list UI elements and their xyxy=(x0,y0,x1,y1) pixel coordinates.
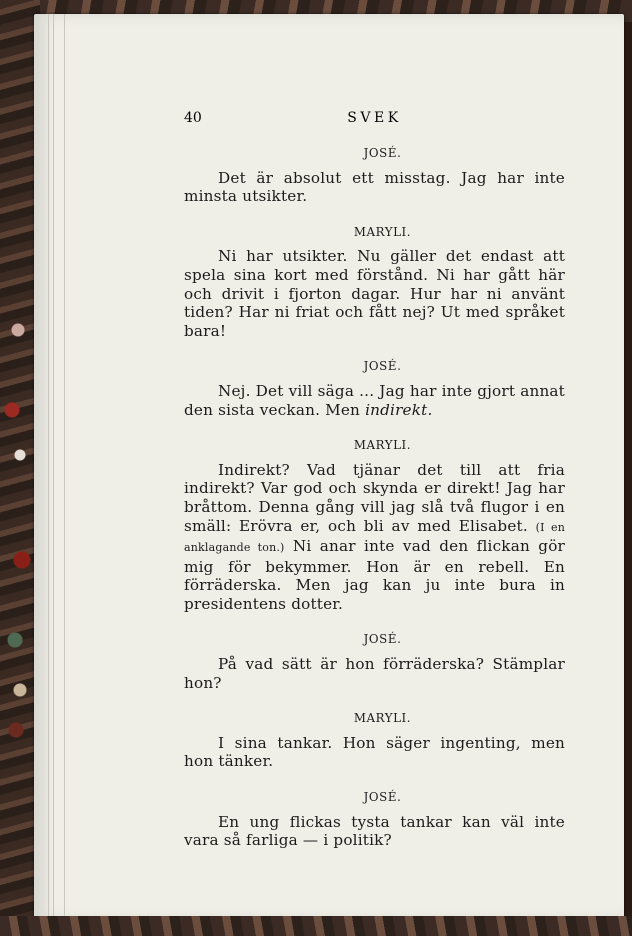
dialogue-text: Ni anar inte vad den flickan gör mig för bekymmer. Hon är en rebell. En förräderska. Men jag kan ju inte bura in presidentens dotter. xyxy=(184,537,565,613)
page-number: 40 xyxy=(184,110,202,126)
speaker-name: MARYLI. xyxy=(353,224,412,239)
running-title: SVEK xyxy=(347,110,402,126)
speaker-name: MARYLI. xyxy=(353,711,412,726)
gutter-line xyxy=(64,14,65,920)
dialogue-paragraph: På vad sätt är hon förräderska? Stämplar hon? xyxy=(184,655,565,692)
dialogue-paragraph: I sina tankar. Hon säger ingenting, men hon tänker. xyxy=(184,733,565,771)
book-cover-bottom-edge xyxy=(0,916,632,936)
gutter-line xyxy=(53,14,54,920)
speaker-name: MARYLI. xyxy=(353,438,412,453)
speaker-name: JOSÉ. xyxy=(363,359,402,374)
dialogue-paragraph: Ni har utsikter. Nu gäller det endast att spela sina kort med förstånd. Ni har gått här och drivit i fjorton dagar. Hur har ni använt tiden? Har ni friat och fått nej? Ut med språket bara! xyxy=(184,247,565,340)
dialogue-paragraph: En ung flickas tysta tankar kan väl inte vara så farliga — i politik? xyxy=(184,812,565,850)
stage-direction: (I en anklagande ton.) xyxy=(184,520,566,555)
dialogue-paragraph xyxy=(184,382,565,419)
gutter-line xyxy=(48,14,49,920)
speaker-name: JOSÉ. xyxy=(363,790,402,805)
dialogue-paragraph: Det är absolut ett misstag. Jag har inte minsta utsikter. xyxy=(184,168,565,206)
dialogue-text: Nej. Det vill säga ... Jag har inte gjort annat den sista veckan. Men xyxy=(184,381,565,419)
play-text xyxy=(184,110,565,850)
speaker-name: JOSÉ. xyxy=(363,146,402,160)
dialogue-text: Indirekt? Vad tjänar det till att fria indirekt? Var god och skynda er direkt! Jag har bråttom. Denna gång vill jag slå två flugor i en smäll: Erövra er, och bli av med Elisabet. xyxy=(184,460,565,535)
emphasized-word: indirekt. xyxy=(365,400,433,419)
speaker-name: JOSÉ. xyxy=(363,632,402,647)
dialogue-paragraph xyxy=(184,461,565,614)
